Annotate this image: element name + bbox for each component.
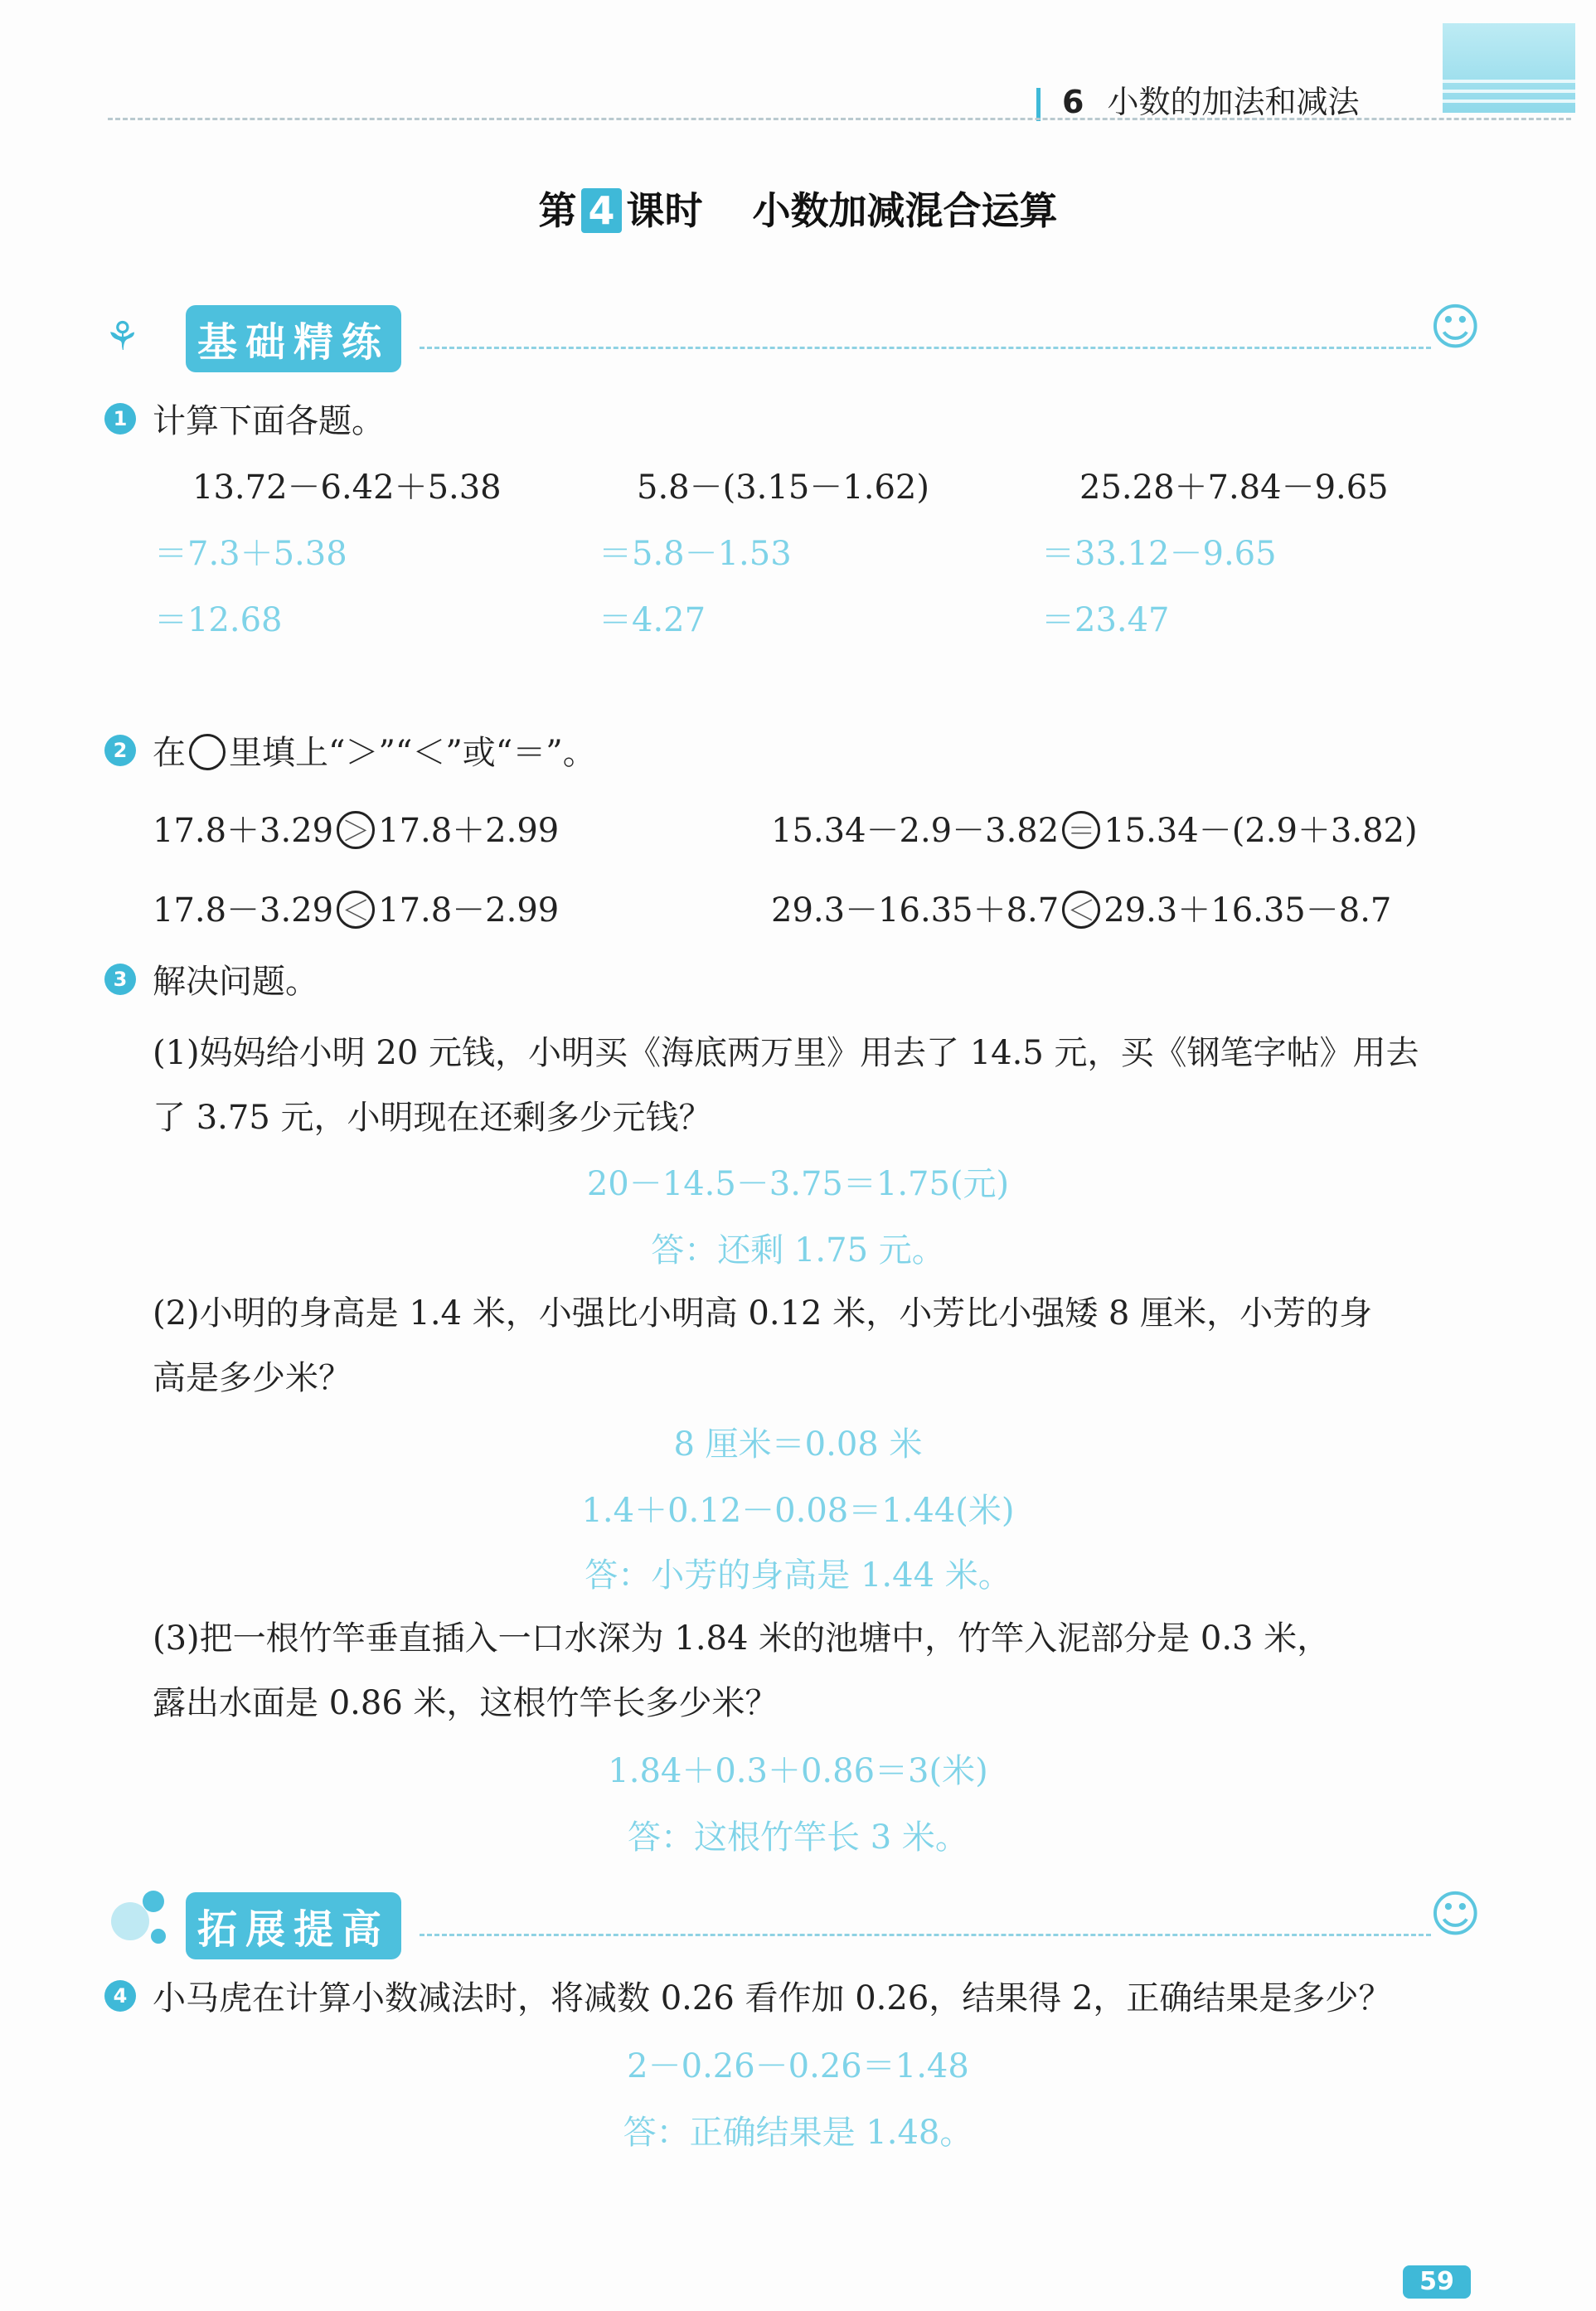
section-basic-header [104,299,1481,365]
q1-prompt: 计算下面各题。 [153,402,385,440]
q2-item-1: 17.8＋3.29 ＞ 17.8＋2.99 [153,812,560,850]
q3-p3-line2: 露出水面是 0.86 米，这根竹竿长多少米？ [153,1684,779,1722]
q3-p1-line1: (1)妈妈给小明 20 元钱，小明买《海底两万里》用去了 14.5 元，买《钢笔字帖》用去 [153,1034,1419,1072]
q1-step-2-1: ＝5.8－1.53 [599,535,792,573]
lesson-number-badge: 4 [581,188,621,233]
q3-p2-answer-1: 8 厘米＝0.08 米 [673,1425,923,1464]
q1-expr-3: 25.28＋7.84－9.65 [1079,469,1389,507]
answer-circle[interactable]: ＜ [337,891,375,929]
q1-step-3-1: ＝33.12－9.65 [1041,535,1277,573]
q3-p1-answer-2: 答：还剩 1.75 元。 [651,1231,945,1270]
lesson-name: 小数加减混合运算 [752,188,1058,233]
question-number-3: 3 [104,964,136,995]
q1-expr-2: 5.8－(3.15－1.62) [637,469,929,507]
question-number-2: 2 [104,735,136,766]
lesson-title: 第 4 课时 小数加减混合运算 [538,188,1058,233]
header-divider [108,118,1571,120]
runner-icon: ☺ [1429,1886,1482,1944]
section-basic-label: 基础精练 [186,305,401,372]
q4-answer-1: 2－0.26－0.26＝1.48 [627,2047,969,2085]
section-extend-label: 拓展提高 [186,1892,401,1959]
question-number-4: 4 [104,1980,136,2012]
q1-step-2-2: ＝4.27 [599,601,706,639]
sprout-icon: ⚘ [104,313,141,360]
q2-item-4: 29.3－16.35＋8.7 ＜ 29.3＋16.35－8.7 [771,891,1392,930]
q3-p1-answer-1: 20－14.5－3.75＝1.75(元) [586,1165,1010,1203]
q3-prompt: 解决问题。 [153,963,318,1001]
q3-p2-line1: (2)小明的身高是 1.4 米，小强比小明高 0.12 米，小芳比小强矮 8 厘米，小芳的身 [153,1294,1373,1333]
chapter-title: 小数的加法和减法 [1107,84,1360,120]
chapter-number: 6 [1062,84,1084,120]
q3-p2-answer-2: 1.4＋0.12－0.08＝1.44(米) [581,1492,1015,1530]
q2-item-2: 15.34－2.9－3.82 ＝ 15.34－(2.9＋3.82) [771,812,1418,850]
q1-step-1-1: ＝7.3＋5.38 [154,535,347,573]
q1-step-1-2: ＝12.68 [154,601,283,639]
question-number-1: 1 [104,403,136,435]
page-number: 59 [1403,2265,1471,2299]
q3-p2-answer-3: 答：小芳的身高是 1.44 米。 [585,1556,1011,1595]
answer-circle[interactable]: ＜ [1062,891,1100,929]
q3-p3-answer-1: 1.84＋0.3＋0.86＝3(米) [608,1752,988,1790]
q2-prompt: 在 里填上“＞”“＜”或“＝”。 [153,734,596,772]
q3-p2-line2: 高是多少米？ [153,1359,352,1397]
blank-circle-icon [189,734,226,770]
answer-circle[interactable]: ＞ [337,811,375,849]
chapter-header [1036,76,1359,122]
q2-item-3: 17.8－3.29 ＜ 17.8－2.99 [153,891,560,930]
q1-expr-1: 13.72－6.42＋5.38 [192,469,502,507]
section-extend-header [104,1886,1481,1952]
q1-step-3-2: ＝23.47 [1041,601,1170,639]
q3-p3-line1: (3)把一根竹竿垂直插入一口水深为 1.84 米的池塘中，竹竿入泥部分是 0.3 米， [153,1619,1331,1658]
header-decoration [1443,23,1575,113]
q3-p1-line2: 了 3.75 元，小明现在还剩多少元钱？ [153,1099,712,1137]
q3-p3-answer-2: 答：这根竹竿长 3 米。 [628,1818,968,1857]
runner-icon: ☺ [1429,299,1482,357]
q4-prompt: 小马虎在计算小数减法时，将减数 0.26 看作加 0.26，结果得 2，正确结果是多少？ [153,1979,1392,2017]
q4-answer-2: 答：正确结果是 1.48。 [623,2114,973,2152]
answer-circle[interactable]: ＝ [1062,811,1100,849]
